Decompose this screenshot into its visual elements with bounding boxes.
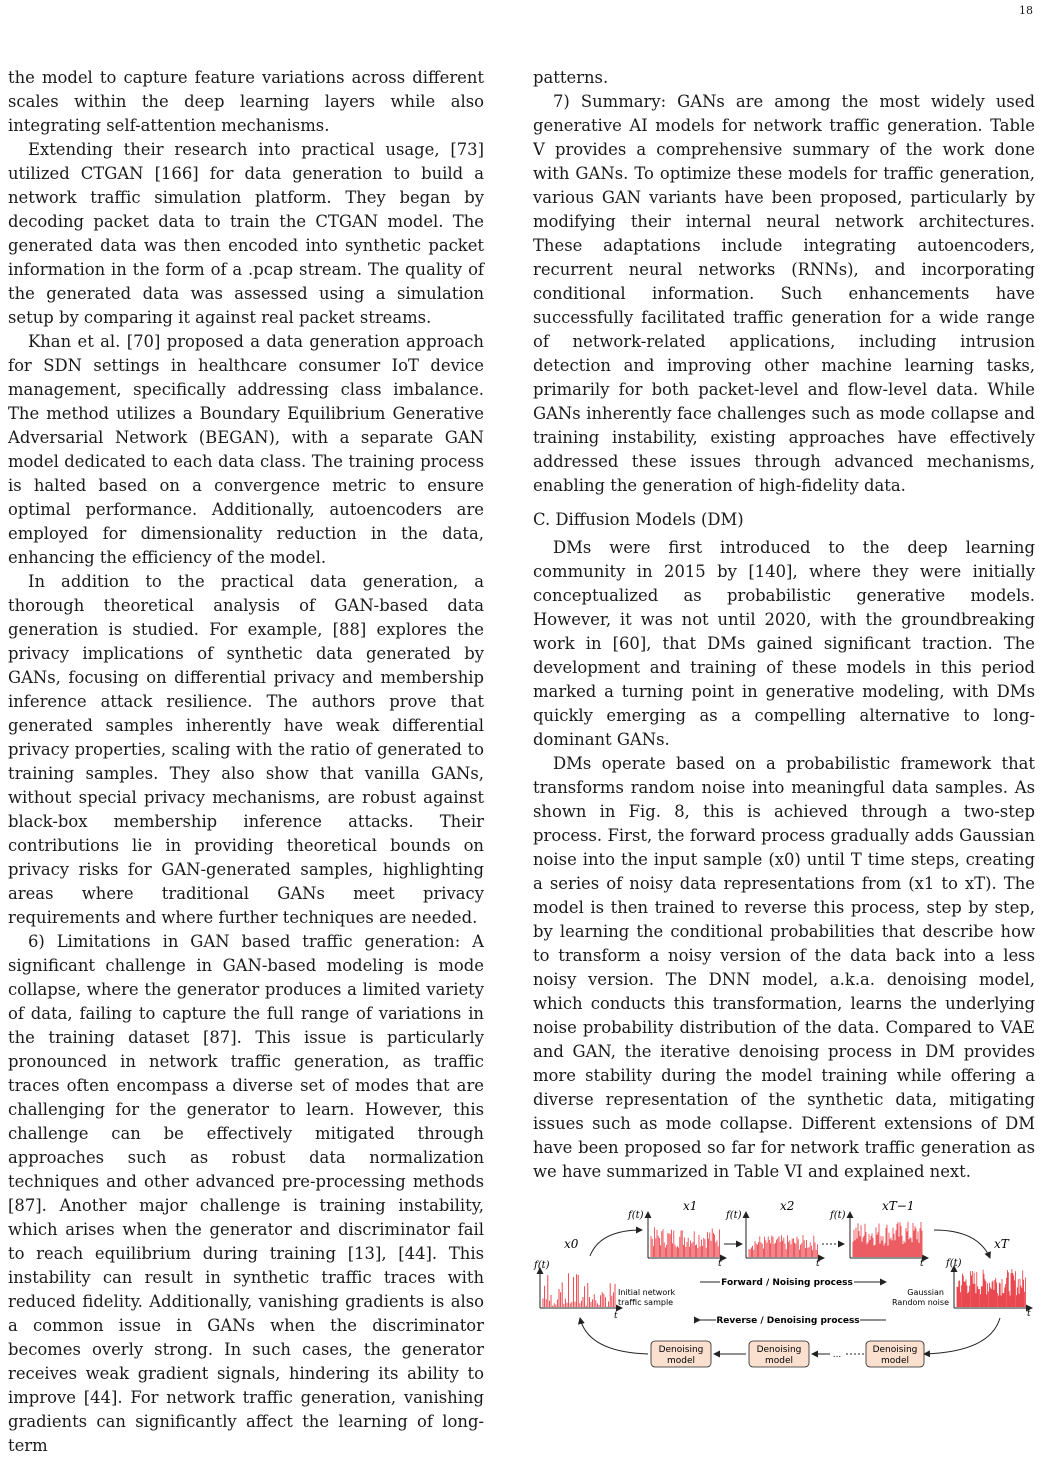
paragraph: patterns. [533, 68, 609, 87]
svg-text:model: model [666, 1356, 696, 1366]
t-axis-label: t [920, 1259, 924, 1269]
paragraph: Extending their research into practical usage, [73] utilized CTGAN [166] for data generation to build a network traffic simulation platform. They began by decoding packet data to train the CTGAN model. The generated data was then encoded into synthetic packet information in the form of a .pcap stream. The quality of the generated data was assessed using a simulation setup by comparing it against real packet streams. [8, 140, 484, 327]
xT-label: xT [994, 1237, 1009, 1251]
svg-text:Denoising: Denoising [872, 1345, 918, 1355]
paragraph: 7) Summary: GANs are among the most widely used generative AI models for network traffic generation. Table V provides a comprehensive summary of the work done with GANs. To optimize these models for traffic generation, various GAN variants have been proposed, particularly by modifying their internal neural network architectures. These adaptations include integrating autoencoders, recurrent neural networks (RNNs), and incorporating conditional information. Such enhancements have successfully facilitated traffic generation for a wide range of network-related applications, including intrusion detection and improving other machine learning tasks, primarily for both packet-level and flow-level data. While GANs inherently face challenges such as mode collapse and training instability, existing approaches have effectively addressed these issues through advanced mechanisms, enabling the generation of high-fidelity data. [533, 92, 1035, 495]
f-axis-label: f(t) [946, 1258, 962, 1269]
denoising-model-box [866, 1341, 924, 1367]
right-column [533, 66, 1035, 1184]
f-axis-label: f(t) [830, 1210, 846, 1221]
paragraph: DMs operate based on a probabilistic framework that transforms random noise into meaningful data samples. As shown in Fig. 8, this is achieved through a two-step process. First, the forward process gradually adds Gaussian noise into the input sample (x0) until T time steps, creating a series of noisy data representations from (x1 to xT). The model is then trained to reverse this process, step by step, by learning the conditional probabilities that describe how to transform a noisy version of the data back into a less noisy version. The DNN model, a.k.a. denoising model, which conducts this transformation, learns the underlying noise probability distribution of the data. Compared to VAE and GAN, the iterative denoising process in DM provides more stability during the model training while offering a diverse representation of the synthetic data, mitigating issues such as mode collapse. Different extensions of DM have been proposed so far for network traffic generation as we have summarized in Table VI and explained next. [533, 754, 1035, 1181]
forward-label: Forward / Noising process [721, 1278, 853, 1288]
forward-curve-left [590, 1230, 642, 1256]
diffusion-process-figure [530, 1196, 1036, 1372]
paragraph: the model to capture feature variations across different scales within the deep learning layers while also integrating self-attention mechanisms. [8, 68, 484, 135]
svg-text:Denoising: Denoising [756, 1345, 802, 1355]
f-axis-label: f(t) [628, 1210, 644, 1221]
reverse-process [700, 1316, 886, 1326]
xT-signal [957, 1269, 1025, 1307]
x1-label: x1 [683, 1199, 698, 1213]
x0-label: x0 [564, 1237, 579, 1251]
x1-plot [627, 1199, 726, 1269]
reverse-curve-right [924, 1318, 1000, 1354]
section-heading: C. Diffusion Models (DM) [533, 510, 744, 529]
paragraph: DMs were first introduced to the deep learning community in 2015 by [140], where they were initially conceptualized as probabilistic generative models. However, it was not until 2020, with the groundbreaking work in [60], that DMs gained significant traction. The development and training of these models in this period marked a turning point in generative modeling, with DMs quickly emerging as a compelling alternative to long-dominant GANs. [533, 538, 1035, 749]
forward-process [700, 1278, 886, 1288]
f-axis-label: f(t) [726, 1210, 742, 1221]
diffusion-diagram [530, 1196, 1036, 1372]
xT-minus-1-plot [829, 1199, 928, 1269]
paragraph: In addition to the practical data generation, a thorough theoretical analysis of GAN-based data generation is studied. For example, [88] explores the privacy implications of synthetic data generated by GANs, focusing on differential privacy and membership inference attack resilience. The authors prove that generated samples inherently have weak differential privacy properties, scaling with the ratio of generated to training samples. They also show that vanilla GANs, without special privacy mechanisms, are robust against black-box membership inference attacks. Their contributions lie in providing theoretical bounds on privacy risks for GAN-generated samples, highlighting areas where traditional GANs meet privacy requirements and where further techniques are needed. [8, 572, 484, 927]
denoising-model-box [749, 1341, 809, 1367]
reverse-curve-left [580, 1318, 648, 1354]
reverse-label: Reverse / Denoising process [716, 1316, 860, 1326]
initial-label: Initial network [618, 1288, 676, 1297]
x2-label: x2 [780, 1199, 795, 1213]
x0-plot [533, 1237, 676, 1321]
initial-label-2: traffic sample [618, 1298, 674, 1307]
x0-signal [543, 1273, 615, 1307]
t-axis-label: t [614, 1311, 618, 1321]
svg-text:Denoising: Denoising [658, 1345, 704, 1355]
xT-minus-1-signal [853, 1222, 922, 1257]
t-axis-label: t [1027, 1309, 1031, 1319]
paragraph: Khan et al. [70] proposed a data generation approach for SDN settings in healthcare consumer IoT device management, specifically addressing class imbalance. The method utilizes a Boundary Equilibrium Generative Adversarial Network (BEGAN), with a separate GAN model dedicated to each data class. The training process is halted based on a convergence metric to ensure optimal performance. Additionally, autoencoders are employed for dimensionality reduction in the data, enhancing the efficiency of the model. [8, 332, 484, 567]
forward-curve-right [934, 1230, 990, 1258]
svg-text:model: model [764, 1356, 794, 1366]
paragraph: 6) Limitations in GAN based traffic generation: A significant challenge in GAN-based modeling is mode collapse, where the generator produces a limited variety of data, failing to capture the full range of variations in the training dataset [87]. This issue is particularly pronounced in network traffic generation, as traffic traces often encompass a diverse set of modes that are challenging for the generator to learn. However, this challenge can be effectively mitigated through approaches such as robust data normalization techniques and other advanced pre-processing methods [87]. Another major challenge is training instability, which arises when the generator and discriminator fail to reach equilibrium during training [13], [44]. This instability can result in synthetic traffic traces with reduced fidelity. Additionally, vanishing gradients is also a common issue in GANs when the discriminator becomes overly strong. In such cases, the generator receives weak gradient signals, hindering its ability to improve [44]. For network traffic generation, vanishing gradients can significantly affect the learning of long-term [8, 932, 484, 1455]
denoising-model-box [651, 1341, 711, 1367]
xT-minus-1-label: xT−1 [882, 1199, 915, 1213]
ellipsis: ... [832, 1350, 842, 1360]
x2-signal [749, 1235, 817, 1257]
left-column [8, 66, 484, 1458]
svg-text:model: model [880, 1356, 910, 1366]
gaussian-label: Gaussian [907, 1288, 944, 1297]
x2-plot [725, 1199, 824, 1269]
f-axis-label: f(t) [534, 1260, 550, 1271]
page-number: 18 [1019, 4, 1033, 17]
t-axis-label: t [816, 1259, 820, 1269]
t-axis-label: t [718, 1259, 722, 1269]
gaussian-label-2: Random noise [892, 1298, 949, 1307]
x1-signal [651, 1227, 719, 1257]
